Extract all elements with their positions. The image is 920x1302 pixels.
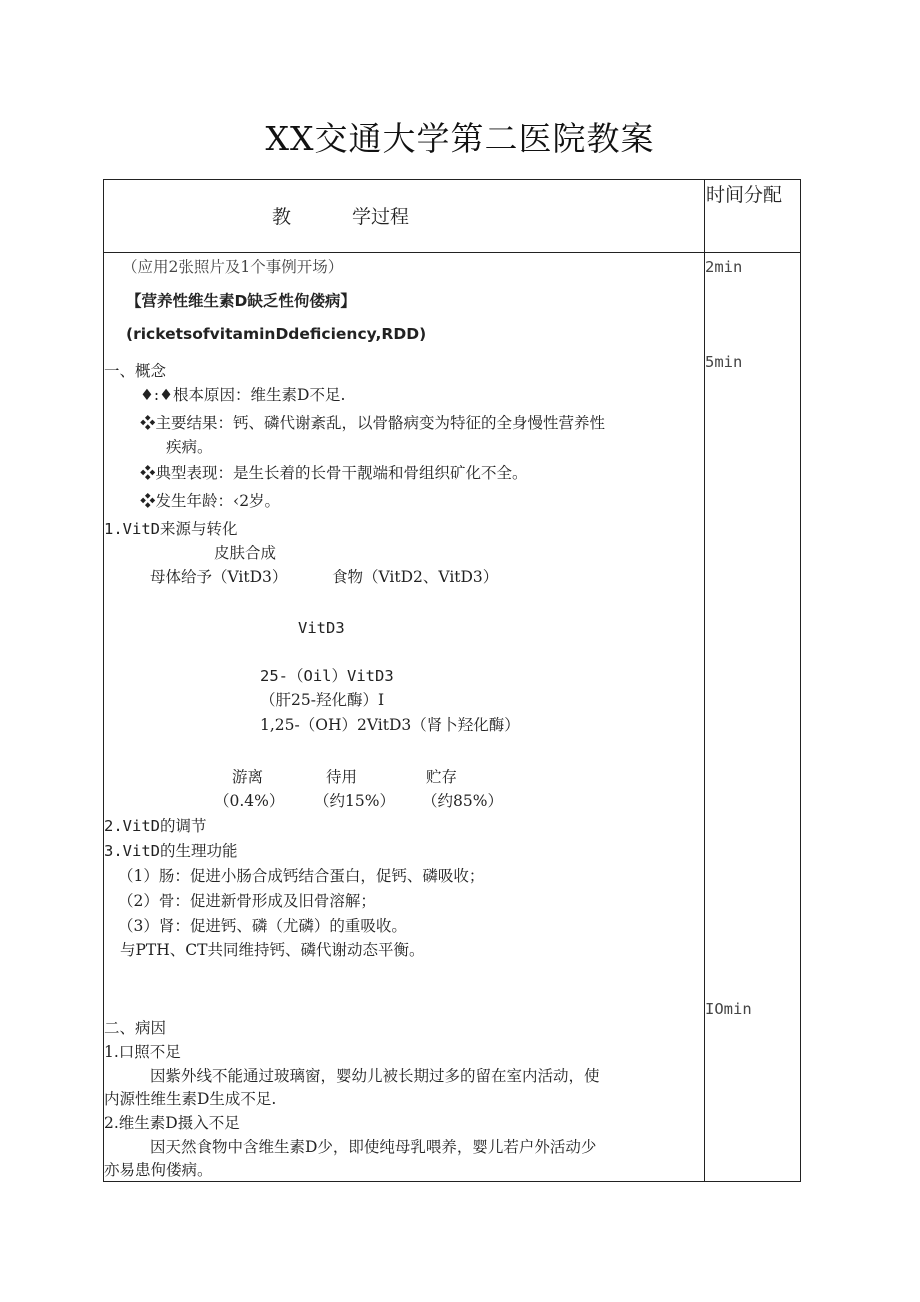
- bullet-typical-sign: ❖典型表现：是生长着的长骨干靓端和骨组织矿化不全。: [140, 464, 528, 482]
- cause-sunlight: 1.口照不足: [104, 1043, 181, 1061]
- topic-english: (ricketsofvitaminDdeficiency,RDD): [126, 325, 427, 343]
- source-skin: 皮肤合成: [214, 544, 277, 562]
- function-kidney: （3）肾：促进钙、磷（尤磷）的重吸收。: [118, 917, 407, 935]
- vitd3-25-oh: 25-（Oil）VitD3: [260, 667, 394, 685]
- state-free: 游离: [232, 768, 264, 786]
- time-5min: 5min: [705, 353, 743, 371]
- column-divider: [704, 180, 705, 1181]
- intro-line: （应用2张照片及1个事例开场）: [122, 258, 344, 276]
- time-2min: 2min: [705, 258, 743, 276]
- function-bone: （2）骨：促进新骨形成及旧骨溶解；: [118, 892, 376, 910]
- cause-intake-text-2: 亦易患佝偻病。: [104, 1161, 213, 1179]
- function-intestine: （1）肠：促进小肠合成钙结合蛋白，促钙、磷吸收；: [118, 867, 485, 885]
- vitd3-node: VitD3: [298, 619, 345, 637]
- state-store: 贮存: [426, 768, 458, 786]
- state-standby: 待用: [326, 768, 358, 786]
- section-concept: 一、概念: [104, 362, 167, 380]
- state-standby-pct: （约15%）: [314, 792, 395, 810]
- header-divider: [104, 252, 800, 253]
- cause-intake-text-1: 因天然食物中含维生素D少，即使纯母乳喂养，婴儿若户外活动少: [150, 1138, 597, 1156]
- cause-sunlight-text-2: 内源性维生素D生成不足.: [104, 1090, 277, 1108]
- header-teaching-char: 教: [272, 206, 292, 228]
- section-etiology: 二、病因: [104, 1019, 167, 1037]
- bullet-main-result-cont: 疾病。: [166, 438, 213, 456]
- vitd3-1-25-oh: 1,25-（OH）2VitD3（肾卜羟化酶）: [260, 716, 520, 734]
- heading-vitd-source: 1.VitD来源与转化: [104, 520, 238, 538]
- lesson-plan-table: [103, 179, 801, 1182]
- cause-intake: 2.维生素D摄入不足: [104, 1114, 240, 1132]
- cause-sunlight-text-1: 因紫外线不能通过玻璃窗，婴幼儿被长期过多的留在室内活动，使: [150, 1067, 600, 1085]
- function-balance: 与PTH、CT共同维持钙、磷代谢动态平衡。: [120, 941, 425, 959]
- source-food: 食物（VitD2、VitD3）: [332, 568, 499, 586]
- bullet-onset-age: ❖发生年龄：‹2岁。: [140, 492, 281, 510]
- bullet-main-result: ❖主要结果：钙、磷代谢紊乱，以骨骼病变为特征的全身慢性营养性: [140, 414, 606, 432]
- bullet-root-cause: ♦:♦根本原因：维生素D不足.: [140, 386, 346, 404]
- topic-title: 【营养性维生素D缺乏性佝偻病】: [126, 292, 356, 310]
- heading-vitd-regulation: 2.VitD的调节: [104, 817, 207, 835]
- header-time-allocation: 时间分配: [706, 184, 783, 206]
- time-10min: IOmin: [705, 1000, 752, 1018]
- document-title: XX交通大学第二医院教案: [265, 119, 655, 158]
- liver-enzyme: （肝25-羟化酶）I: [260, 691, 385, 709]
- heading-vitd-function: 3.VitD的生理功能: [104, 842, 238, 860]
- state-store-pct: （约85%）: [422, 792, 503, 810]
- header-teaching-process: 学过程: [352, 206, 410, 228]
- source-maternal: 母体给予（VitD3）: [150, 568, 288, 586]
- state-free-pct: （0.4%）: [214, 792, 285, 810]
